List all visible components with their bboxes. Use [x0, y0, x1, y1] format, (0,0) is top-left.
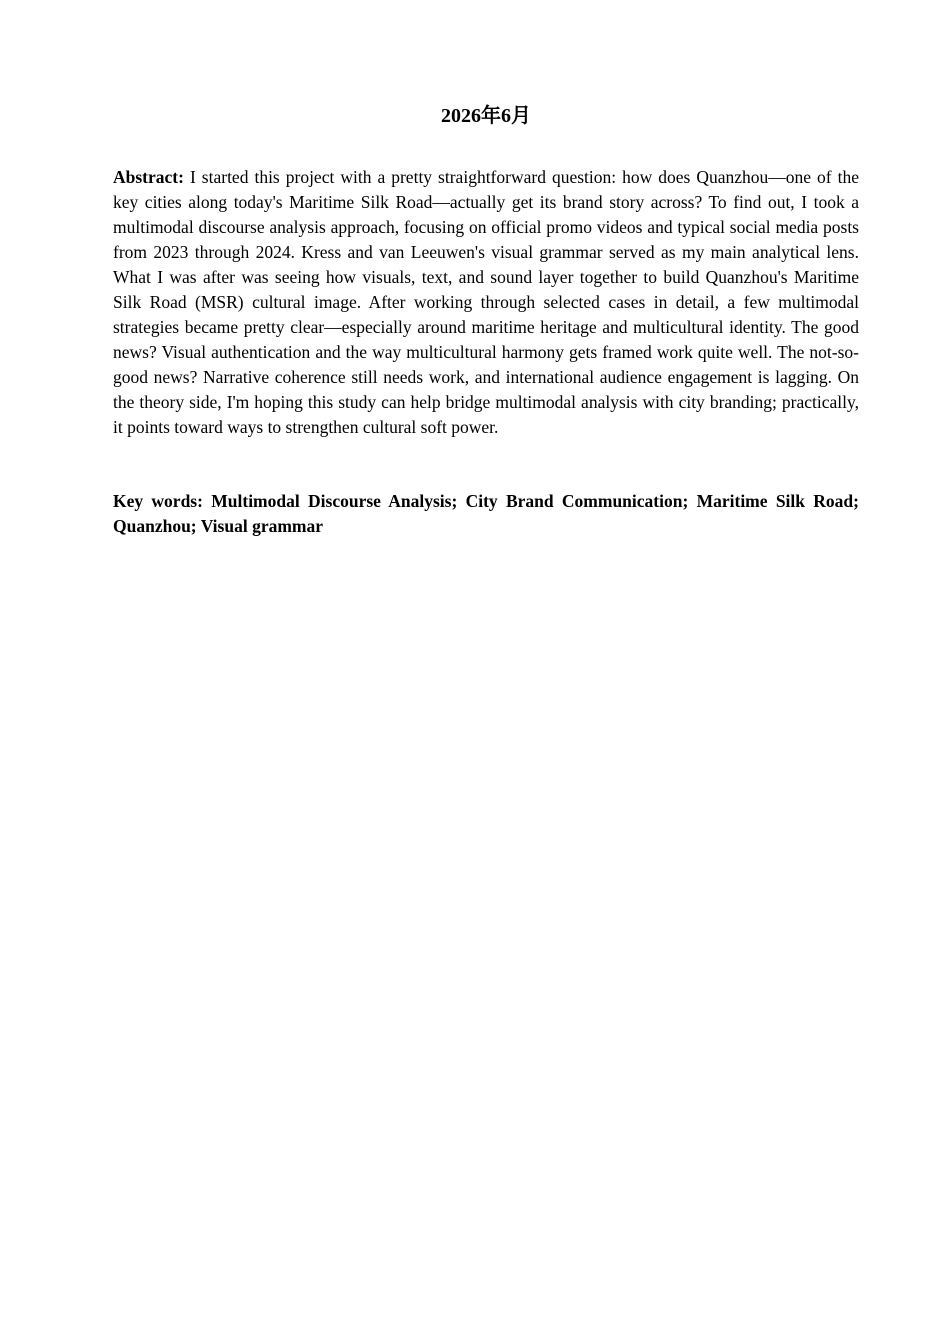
keywords-paragraph — [113, 489, 859, 539]
date-heading: 2026年6月 — [441, 105, 531, 127]
abstract-text: I started this project with a pretty straightforward question: how does Quanzhou—one of the key cities along today's Maritime Silk Road—actually get its brand story across? To find out, I took a multimodal discourse analysis approach, focusing on official promo videos and typical social media posts from 2023 through 2024. Kress and van Leeuwen's visual grammar served as my main analytical lens. What I was after was seeing how visuals, text, and sound layer together to build Quanzhou's Maritime Silk Road (MSR) cultural image. After working through selected cases in detail, a few multimodal strategies became pretty clear—especially around maritime heritage and multicultural identity. The good news? Visual authentication and the way multicultural harmony gets framed work quite well. The not-so-good news? Narrative coherence still needs work, and international audience engagement is lagging. On the theory side, I'm hoping this study can help bridge multimodal analysis with city branding; practically, it points toward ways to strengthen cultural soft power. — [113, 167, 860, 437]
abstract-paragraph — [113, 165, 859, 440]
abstract-label: Abstract: — [113, 167, 184, 187]
keywords-text: Multimodal Discourse Analysis; City Brand Communication; Maritime Silk Road; Quanzhou; Visual grammar — [113, 491, 859, 536]
keywords-label: Key words: — [113, 491, 203, 511]
